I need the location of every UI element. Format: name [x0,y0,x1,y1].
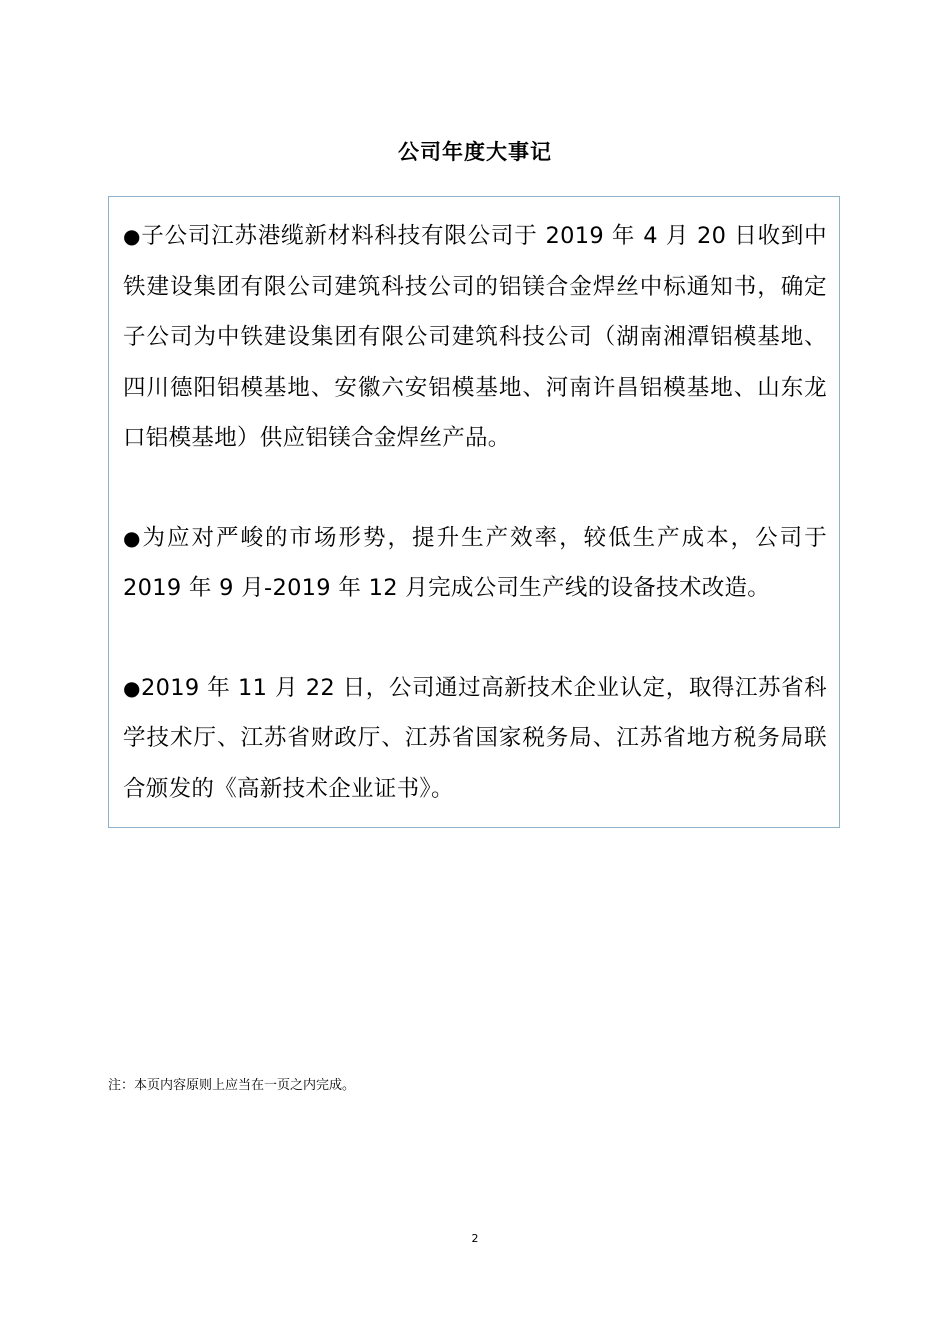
event-item-1 [123,211,827,464]
events-box [108,196,840,828]
page-number: 2 [471,1232,479,1245]
event-text: 子公司江苏港缆新材料科技有限公司于 2019 年 4 月 20 日收到中铁建设集团有限公司建筑科技公司的铝镁合金焊丝中标通知书，确定子公司为中铁建设集团有限公司建筑科技公司（湖南湘潭铝模基地、四川德阳铝模基地、安徽六安铝模基地、河南许昌铝模基地、山东龙口铝模基地）供应铝镁合金焊丝产品。 [123,223,827,451]
event-text: 2019 年 11 月 22 日，公司通过高新技术企业认定，取得江苏省科学技术厅、江苏省财政厅、江苏省国家税务局、江苏省地方税务局联合颁发的《高新技术企业证书》。 [123,674,827,802]
footnote: 注：本页内容原则上应当在一页之内完成。 [108,1078,356,1093]
page-title: 公司年度大事记 [398,140,552,164]
event-item-2 [123,513,827,614]
bullet-icon: ● [123,224,142,248]
bullet-icon: ● [123,525,143,550]
bullet-icon: ● [123,675,142,700]
event-item-3 [123,663,827,815]
event-text: 为应对严峻的市场形势，提升生产效率，较低生产成本，公司于 2019 年 9 月-2019 年 12 月完成公司生产线的设备技术改造。 [123,524,827,601]
